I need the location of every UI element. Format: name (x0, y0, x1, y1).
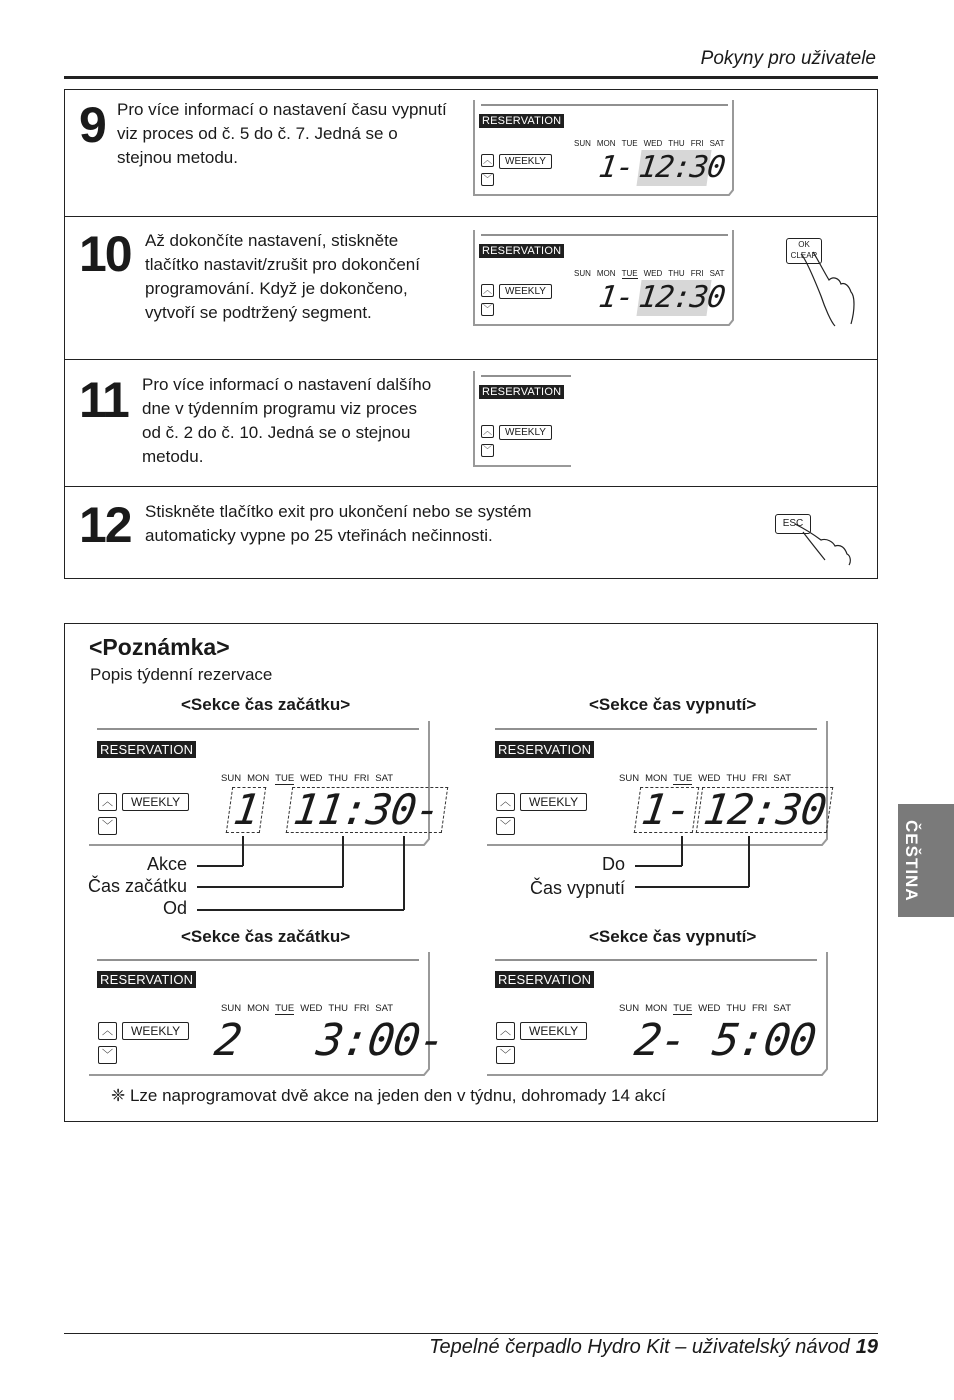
segment-time: 12:30 (696, 787, 834, 833)
step-text (145, 500, 531, 548)
language-tab (898, 804, 954, 917)
day-label: FRI (353, 773, 370, 784)
segment-day: 1- (634, 787, 699, 833)
lcd-display (473, 100, 735, 196)
segment-time: 11:30- (286, 787, 448, 833)
day-label: TUE (275, 1003, 295, 1014)
step-text-line: od č. 2 do č. 10. Jedná se o stejnou (142, 423, 411, 442)
ok-label: OK (798, 240, 810, 249)
leader-line (197, 886, 343, 888)
day-label: THU (668, 269, 685, 278)
leader-line (748, 836, 750, 887)
day-label: TUE (275, 773, 295, 784)
day-label: TUE (673, 773, 693, 784)
up-arrow-icon: ︿ (496, 1022, 515, 1040)
footer-title: Tepelné čerpadlo Hydro Kit – uživatelský návod (429, 1336, 850, 1358)
lcd-display-start-1 (89, 721, 444, 846)
label-stop-time: Čas vypnutí (529, 878, 625, 898)
weekday-row (574, 139, 731, 148)
weekday-row (574, 269, 731, 279)
day-label: SUN (221, 1003, 242, 1014)
weekly-label: WEEKLY (499, 425, 552, 440)
day-label: SUN (221, 773, 242, 784)
down-arrow-icon: ﹀ (496, 1046, 515, 1064)
down-arrow-icon: ﹀ (482, 445, 492, 455)
label-start-time: Čas začátku (87, 876, 187, 896)
esc-button: ESC (775, 514, 811, 534)
note-title: <Poznámka> (89, 634, 230, 660)
segment-day: 2 (211, 1015, 245, 1066)
weekly-label: WEEKLY (122, 793, 189, 811)
up-arrow-icon: ︿ (98, 793, 117, 811)
step-divider (65, 359, 877, 360)
lcd-display-start-2 (89, 952, 449, 1076)
day-label: SAT (709, 269, 725, 278)
step-text-line: stejnou metodu. (117, 148, 238, 167)
day-label: THU (726, 1003, 746, 1014)
header-title: Pokyny pro uživatele (700, 48, 876, 69)
down-arrow-icon: ﹀ (482, 304, 492, 314)
day-label: SUN (574, 139, 591, 148)
day-label: THU (328, 773, 348, 784)
day-label: SAT (773, 773, 792, 784)
segment-time: 3:00- (313, 1015, 449, 1066)
day-label: WED (300, 773, 323, 784)
label-action: Akce (146, 854, 187, 874)
down-arrow-icon: ﹀ (496, 817, 515, 835)
day-label: FRI (751, 1003, 768, 1014)
reservation-label: RESERVATION (97, 741, 196, 758)
segment-time: 5:00 (709, 1015, 819, 1066)
step-text-line: Stiskněte tlačítko exit pro ukončení nebo se systém (145, 502, 532, 521)
day-label: TUE (621, 139, 638, 148)
footer-rule (64, 1333, 878, 1334)
weekly-label: WEEKLY (520, 1022, 587, 1040)
steps-box (64, 89, 878, 579)
day-label: FRI (690, 269, 704, 278)
step-text (145, 229, 420, 325)
down-arrow-icon: ﹀ (482, 174, 492, 184)
lcd-display-stop-2 (487, 952, 829, 1076)
step-text (142, 373, 431, 469)
segment-day: 1- (596, 150, 636, 185)
day-label: FRI (751, 773, 768, 784)
step-text-line: Až dokončíte nastavení, stiskněte (145, 231, 399, 250)
weekly-label: WEEKLY (520, 793, 587, 811)
page-number: 19 (855, 1336, 878, 1358)
leader-line (635, 865, 682, 867)
segment-day: 1- (596, 280, 636, 315)
label-from: Od (162, 898, 187, 918)
hand-icon (783, 236, 863, 328)
esc-press-illustration (773, 510, 855, 566)
leader-line (635, 886, 749, 888)
reservation-label: RESERVATION (479, 114, 564, 128)
leader-line (242, 836, 244, 866)
note-box (64, 623, 878, 1122)
day-label: SUN (574, 269, 591, 278)
clear-label: CLEAR (790, 251, 818, 260)
weekly-label: WEEKLY (122, 1022, 189, 1040)
segment-day: 1 (226, 787, 267, 833)
step-text-line: vytvoří se podtržený segment. (145, 303, 372, 322)
weekly-label: WEEKLY (499, 154, 552, 169)
section-title-stop: <Sekce čas vypnutí> (589, 927, 757, 946)
reservation-label: RESERVATION (495, 971, 594, 988)
day-label: MON (645, 773, 668, 784)
step-text-line: viz proces od č. 5 do č. 7. Jedná se o (117, 124, 398, 143)
lcd-display (473, 230, 735, 326)
day-label: SAT (709, 139, 725, 148)
day-label: THU (668, 139, 685, 148)
segment-time: 12:30 (636, 150, 727, 185)
up-arrow-icon: ︿ (496, 793, 515, 811)
day-label: SUN (619, 1003, 640, 1014)
lcd-display-stop-1 (487, 721, 829, 846)
section-title-stop: <Sekce čas vypnutí> (589, 695, 757, 714)
day-label: SAT (375, 773, 394, 784)
step-number: 12 (79, 497, 131, 553)
language-tab-label: ČEŠTINA (902, 820, 921, 902)
leader-line (197, 865, 243, 867)
day-label: FRI (690, 139, 704, 148)
up-arrow-icon: ︿ (98, 1022, 117, 1040)
day-label: TUE (673, 1003, 693, 1014)
weekday-row (619, 1003, 797, 1015)
leader-line (681, 836, 683, 866)
day-label: SAT (773, 1003, 792, 1014)
section-title-start: <Sekce čas začátku> (181, 695, 351, 714)
weekday-row (221, 1003, 399, 1015)
note-subtitle: Popis týdenní rezervace (90, 665, 273, 684)
step-text-line: Pro více informací o nastavení dalšího (142, 375, 432, 394)
day-label: MON (596, 269, 616, 278)
step-text-line: dne v týdenním programu viz proces (142, 399, 417, 418)
weekly-label: WEEKLY (499, 284, 552, 299)
leader-line (342, 836, 344, 887)
step-divider (65, 216, 877, 217)
day-label: WED (698, 1003, 721, 1014)
segment-time: 12:30 (636, 280, 727, 315)
reservation-label: RESERVATION (495, 741, 594, 758)
weekday-row (221, 773, 399, 785)
segment-day: 2- (631, 1015, 690, 1066)
day-label: MON (596, 139, 616, 148)
day-label: THU (726, 773, 746, 784)
day-label: TUE (621, 269, 638, 278)
day-label: SAT (375, 1003, 394, 1014)
header-rule (64, 76, 878, 79)
ok-clear-press-illustration (783, 236, 863, 328)
reservation-label: RESERVATION (479, 244, 564, 258)
leader-line (197, 909, 404, 911)
step-text-line: Pro více informací o nastavení času vypnutí (117, 100, 447, 119)
day-label: WED (698, 773, 721, 784)
up-arrow-icon: ︿ (482, 155, 492, 165)
up-arrow-icon: ︿ (482, 426, 492, 436)
step-number: 10 (79, 226, 131, 282)
step-number: 9 (79, 97, 105, 153)
section-title-start: <Sekce čas začátku> (181, 927, 351, 946)
hand-icon (773, 510, 855, 566)
day-label: MON (645, 1003, 668, 1014)
footer (429, 1336, 878, 1359)
weekday-row (619, 773, 797, 785)
day-label: WED (300, 1003, 323, 1014)
day-label: MON (247, 773, 270, 784)
reservation-label: RESERVATION (97, 971, 196, 988)
day-label: MON (247, 1003, 270, 1014)
step-number: 11 (79, 372, 128, 428)
step-text-line: metodu. (142, 447, 204, 466)
lcd-display (473, 371, 573, 467)
leader-line (403, 836, 405, 910)
day-label: FRI (353, 1003, 370, 1014)
label-to: Do (601, 854, 625, 874)
day-label: THU (328, 1003, 348, 1014)
day-label: SUN (619, 773, 640, 784)
day-label: WED (643, 269, 663, 278)
reservation-label: RESERVATION (479, 385, 564, 399)
footnote: ❈ Lze naprogramovat dvě akce na jeden den v týdnu, dohromady 14 akcí (111, 1086, 666, 1105)
down-arrow-icon: ﹀ (98, 817, 117, 835)
step-text-line: programování. Když je dokončeno, (145, 279, 408, 298)
step-divider (65, 486, 877, 487)
down-arrow-icon: ﹀ (98, 1046, 117, 1064)
step-text-line: tlačítko nastavit/zrušit pro dokončení (145, 255, 420, 274)
day-label: WED (643, 139, 663, 148)
step-text (117, 98, 447, 170)
up-arrow-icon: ︿ (482, 285, 492, 295)
step-text-line: automaticky vypne po 25 vteřinách nečinnosti. (145, 526, 493, 545)
